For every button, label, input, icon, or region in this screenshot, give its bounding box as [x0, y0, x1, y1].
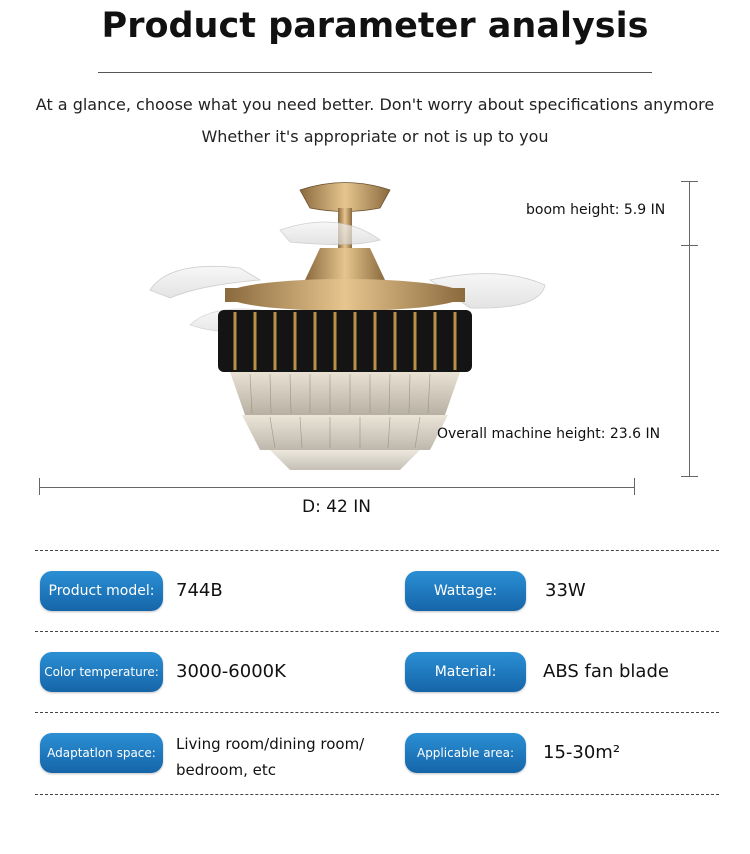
- color-temperature-value: 3000-6000K: [176, 661, 286, 682]
- row-divider: [35, 631, 719, 632]
- wattage-label: Wattage:: [405, 571, 526, 611]
- dimension-tick: [39, 478, 40, 495]
- product-model-label: Product model:: [40, 571, 163, 611]
- row-divider: [35, 550, 719, 551]
- boom-height-label: boom height: 5.9 IN: [526, 202, 666, 218]
- subtitle-line-2: Whether it's appropriate or not is up to you: [201, 127, 549, 146]
- row-divider: [35, 712, 719, 713]
- row-divider: [35, 794, 719, 795]
- page-title: Product parameter analysis: [101, 6, 649, 46]
- wattage-value: 33W: [545, 580, 586, 601]
- boom-height-dimension-line: [689, 181, 690, 245]
- material-value: ABS fan blade: [543, 661, 669, 682]
- dimension-tick: [681, 476, 698, 477]
- ceiling-fan-chandelier-image: [130, 170, 560, 490]
- adaptation-space-label: Adaptatlon space:: [40, 733, 163, 773]
- title-divider: [98, 72, 652, 73]
- subtitle-line-1: At a glance, choose what you need better. Don't worry about specifications anymore: [35, 95, 715, 114]
- color-temperature-label: Color temperature:: [40, 652, 163, 692]
- dimension-tick: [634, 478, 635, 495]
- diameter-dimension-line: [39, 487, 634, 488]
- product-model-value: 744B: [176, 580, 223, 601]
- material-label: Material:: [405, 652, 526, 692]
- adaptation-space-value: Living room/dining room/ bedroom, etc: [176, 735, 365, 779]
- diameter-label: D: 42 IN: [302, 497, 371, 517]
- overall-height-dimension-line: [689, 245, 690, 476]
- dimension-tick: [681, 181, 698, 182]
- applicable-area-label: Applicable area:: [405, 733, 526, 773]
- applicable-area-value: 15-30m²: [543, 742, 621, 763]
- overall-height-label: Overall machine height: 23.6 IN: [437, 426, 661, 442]
